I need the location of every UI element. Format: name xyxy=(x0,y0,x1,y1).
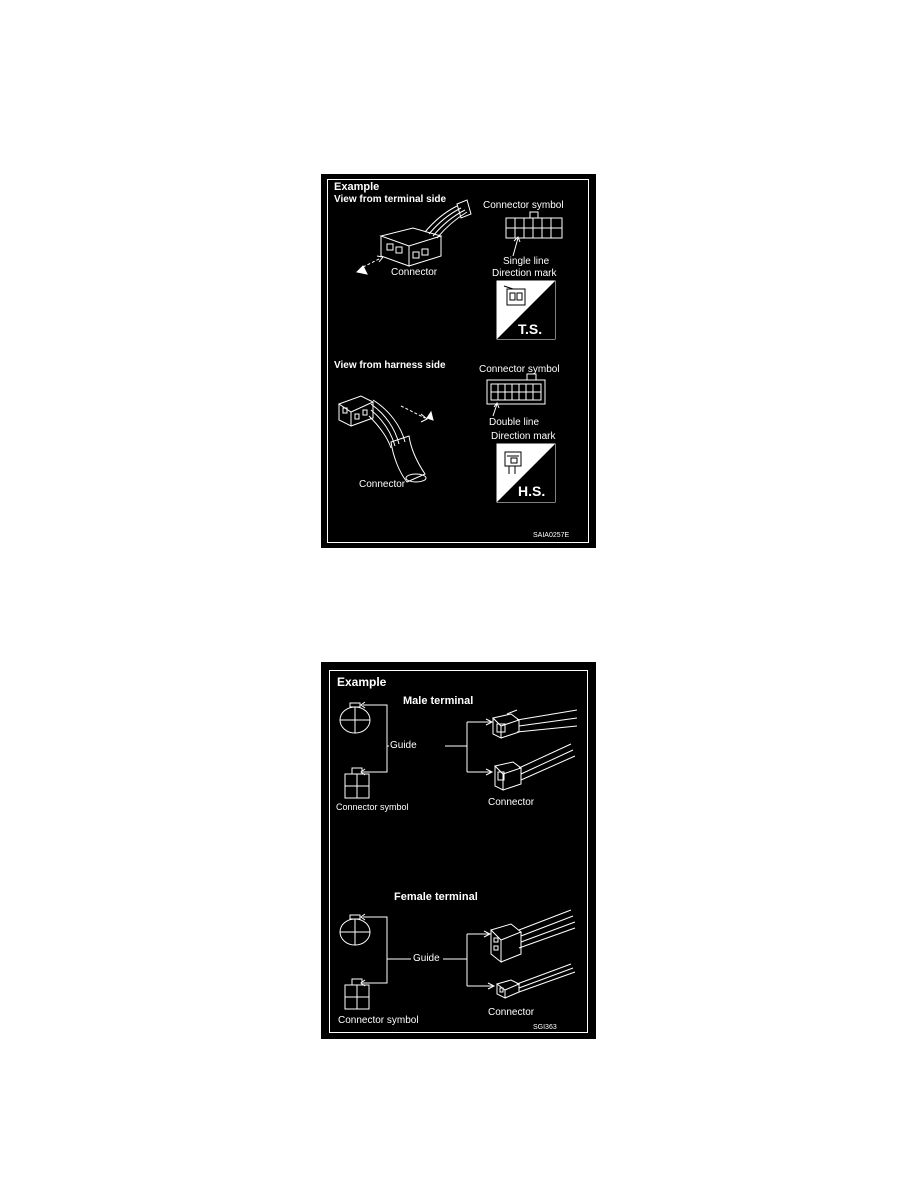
figure-2-drawing xyxy=(321,662,596,1039)
male-terminal-title: Male terminal xyxy=(403,695,474,707)
male-guide-round-symbol xyxy=(340,703,370,733)
female-guide-round-symbol xyxy=(340,915,370,945)
terminal-side-connector-illustration xyxy=(381,200,471,266)
male-guide-label: Guide xyxy=(390,740,417,751)
connector-label-2: Connector xyxy=(359,479,406,490)
female-connector-symbol-label: Connector symbol xyxy=(338,1015,419,1026)
harness-side-subheading: View from harness side xyxy=(334,360,446,371)
female-connector-label: Connector xyxy=(488,1007,535,1018)
figure-2-heading: Example xyxy=(337,675,387,689)
male-connector-symbol-label: Connector symbol xyxy=(336,802,409,812)
single-line-label: Single line xyxy=(503,256,550,267)
harness-side-connector-illustration xyxy=(339,396,426,482)
female-terminal-title: Female terminal xyxy=(394,891,478,903)
terminal-side-eye-arrow xyxy=(357,256,383,274)
connector-symbol-double-line xyxy=(487,374,545,416)
figure-terminal-harness-view xyxy=(321,174,596,548)
ts-badge-text: T.S. xyxy=(518,321,543,337)
female-connector-illustration-2 xyxy=(497,964,575,998)
male-guide-connector-lines xyxy=(361,702,492,775)
connector-label-1: Connector xyxy=(391,267,438,278)
direction-mark-label-2: Direction mark xyxy=(491,431,556,442)
figure-2-code: SGI363 xyxy=(533,1024,557,1031)
double-line-label: Double line xyxy=(489,417,540,428)
connector-symbol-label-2: Connector symbol xyxy=(479,364,560,375)
male-connector-illustration-2 xyxy=(495,744,575,790)
figure-male-female-terminal xyxy=(321,662,596,1039)
harness-side-eye-arrow xyxy=(401,406,433,422)
terminal-side-subheading: View from terminal side xyxy=(334,194,447,205)
direction-mark-label-1: Direction mark xyxy=(492,268,557,279)
male-connector-label: Connector xyxy=(488,797,535,808)
connector-symbol-single-line xyxy=(506,212,562,256)
figure-1-heading: Example xyxy=(334,181,380,193)
hs-badge-text: H.S. xyxy=(518,483,546,499)
female-guide-label: Guide xyxy=(413,953,440,964)
female-guide-connector-lines xyxy=(361,914,494,989)
connector-symbol-label-1: Connector symbol xyxy=(483,200,564,211)
male-connector-illustration-1 xyxy=(493,710,577,738)
female-connector-illustration-1 xyxy=(491,910,575,962)
figure-1-code: SAIA0257E xyxy=(533,532,570,539)
